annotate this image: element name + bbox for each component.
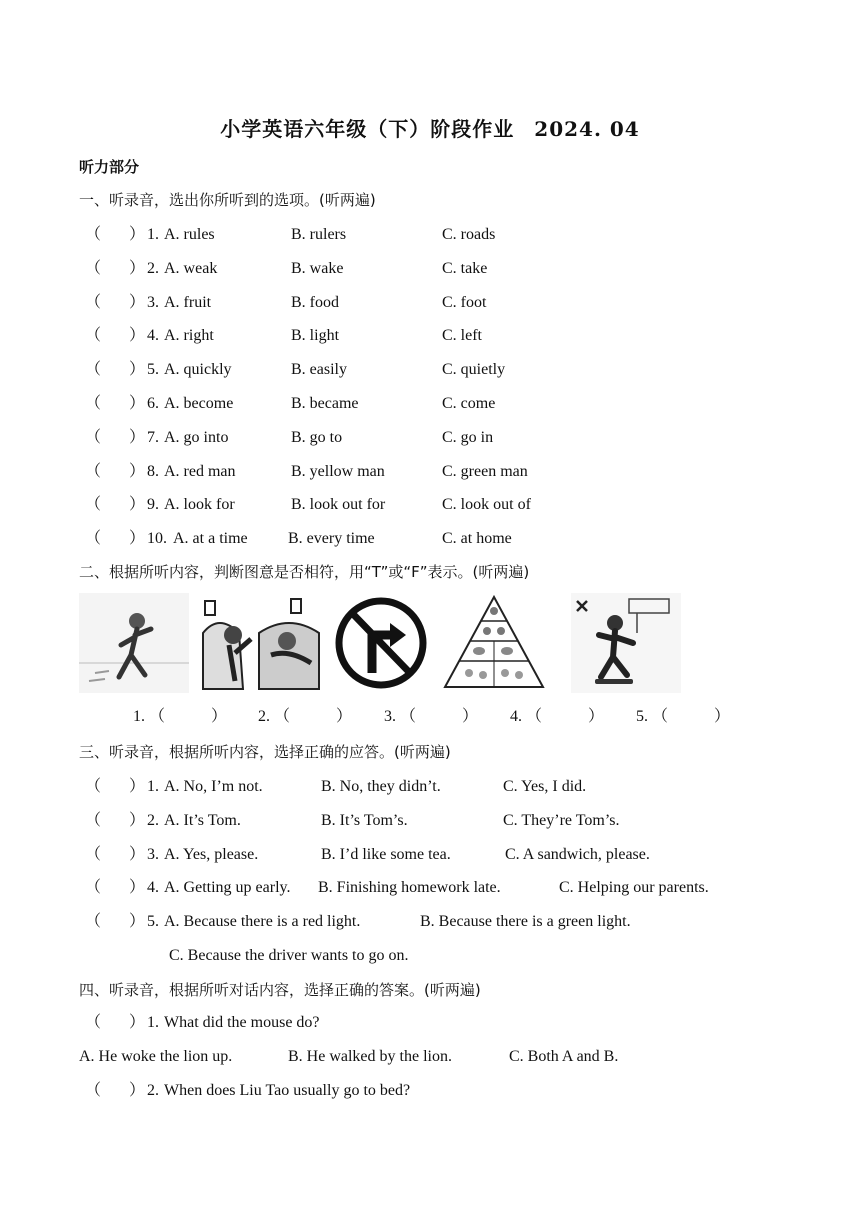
picture-answer-4 bbox=[510, 705, 604, 729]
picture-number: 5. bbox=[636, 708, 648, 725]
option-c: C. at home bbox=[442, 530, 512, 548]
option-b: B. light bbox=[291, 327, 340, 345]
answer-blank[interactable]: （ ） bbox=[274, 708, 353, 725]
picture-answer-2 bbox=[258, 705, 352, 729]
picture-answer-3 bbox=[384, 705, 478, 729]
item-number: 6. bbox=[147, 395, 159, 412]
option-b: B. I’d like some tea. bbox=[321, 845, 451, 863]
option-a: A. go into bbox=[164, 428, 229, 446]
option-a: A. right bbox=[164, 327, 214, 345]
option-c: C. foot bbox=[442, 293, 487, 311]
question-text: What did the mouse do? bbox=[164, 1014, 320, 1031]
option-c: C. come bbox=[442, 395, 496, 412]
option-c: C. green man bbox=[442, 462, 528, 480]
picture-number: 2. bbox=[258, 708, 270, 725]
option-a: A. become bbox=[164, 395, 234, 412]
picture-answer-5 bbox=[636, 705, 730, 729]
option-a: A. Getting up early. bbox=[164, 879, 291, 897]
listening-part-heading: 听力部分 bbox=[79, 158, 140, 176]
option-b: B. No, they didn’t. bbox=[321, 778, 441, 795]
option-c: C. Because the driver wants to go on. bbox=[169, 947, 409, 964]
item-number: 4. bbox=[147, 327, 159, 345]
option-b: B. food bbox=[291, 293, 339, 311]
section4-heading: 四、听录音，根据所听对话内容，选择正确的答案。(听两遍) bbox=[79, 981, 481, 999]
option-a: A. rules bbox=[164, 226, 215, 243]
item-number: 4. bbox=[147, 879, 159, 897]
food-pyramid-picture bbox=[439, 593, 549, 693]
option-c: C. Yes, I did. bbox=[503, 778, 587, 795]
option-b: B. He walked by the lion. bbox=[288, 1048, 452, 1065]
option-c: C. roads bbox=[442, 226, 496, 243]
section3-heading: 三、听录音，根据所听内容，选择正确的应答。(听两遍) bbox=[79, 743, 451, 761]
picture-answer-1 bbox=[133, 705, 227, 729]
picture-number: 4. bbox=[510, 708, 522, 725]
option-b: B. It’s Tom’s. bbox=[321, 811, 408, 829]
option-b: B. rulers bbox=[291, 226, 347, 243]
option-b: B. every time bbox=[288, 530, 375, 548]
item-number: 5. bbox=[147, 361, 159, 379]
answer-blank[interactable]: （ ） bbox=[526, 708, 605, 725]
option-b: B. Finishing homework late. bbox=[318, 879, 501, 897]
running-boy-picture bbox=[79, 593, 189, 693]
section2-pictures bbox=[79, 593, 699, 693]
option-b: B. easily bbox=[291, 361, 347, 379]
option-c: C. Both A and B. bbox=[509, 1048, 619, 1065]
item-number: 10. bbox=[147, 530, 167, 548]
option-a: A. No, I’m not. bbox=[164, 778, 263, 795]
option-a: A. at a time bbox=[173, 530, 248, 548]
item-number: 2. bbox=[147, 259, 159, 277]
option-c: C. take bbox=[442, 259, 488, 277]
option-b: B. yellow man bbox=[291, 462, 385, 480]
title-date: 2024. 04 bbox=[534, 117, 640, 141]
option-a: A. quickly bbox=[164, 361, 232, 379]
question-number: 2. bbox=[147, 1082, 159, 1099]
option-c: C. They’re Tom’s. bbox=[503, 811, 620, 829]
option-a: A. red man bbox=[164, 462, 236, 480]
option-a: A. look for bbox=[164, 496, 235, 514]
option-a: A. He woke the lion up. bbox=[79, 1048, 233, 1065]
option-a: A. fruit bbox=[164, 293, 212, 311]
title-text: 小学英语六年级（下）阶段作业 bbox=[220, 117, 515, 141]
item-number: 3. bbox=[147, 293, 159, 311]
option-c: C. go in bbox=[442, 428, 494, 446]
item-number: 1. bbox=[147, 226, 159, 243]
picture-number: 3. bbox=[384, 708, 396, 725]
sleeping-kids-picture bbox=[199, 593, 324, 693]
page-title bbox=[0, 113, 860, 142]
option-b: B. became bbox=[291, 395, 359, 412]
question-number: 1. bbox=[147, 1014, 159, 1031]
skateboarding-boy-picture bbox=[571, 593, 681, 693]
item-number: 3. bbox=[147, 845, 159, 863]
option-c: C. quietly bbox=[442, 361, 506, 379]
answer-blank[interactable]: （ ） bbox=[652, 708, 731, 725]
option-a: A. Yes, please. bbox=[164, 845, 259, 863]
item-number: 5. bbox=[147, 913, 159, 931]
option-b: B. Because there is a green light. bbox=[420, 913, 631, 931]
question-text: When does Liu Tao usually go to bed? bbox=[164, 1082, 411, 1099]
item-number: 7. bbox=[147, 428, 159, 446]
item-number: 2. bbox=[147, 811, 159, 829]
option-c: C. Helping our parents. bbox=[559, 879, 709, 897]
section1-heading: 一、听录音，选出你所听到的选项。(听两遍) bbox=[79, 191, 376, 209]
section2-heading: 二、根据所听内容，判断图意是否相符，用“T”或“F”表示。(听两遍) bbox=[79, 563, 530, 581]
answer-blank[interactable]: （ ） bbox=[149, 708, 228, 725]
option-b: B. go to bbox=[291, 428, 343, 446]
picture-number: 1. bbox=[133, 708, 145, 725]
option-c: C. look out of bbox=[442, 496, 531, 514]
option-c: C. A sandwich, please. bbox=[505, 845, 650, 863]
option-a: A. It’s Tom. bbox=[164, 811, 241, 829]
option-b: B. wake bbox=[291, 259, 344, 277]
item-number: 8. bbox=[147, 462, 159, 480]
no-right-turn-sign-picture bbox=[334, 593, 429, 693]
option-a: A. weak bbox=[164, 259, 218, 277]
item-number: 1. bbox=[147, 778, 159, 795]
option-b: B. look out for bbox=[291, 496, 386, 514]
option-c: C. left bbox=[442, 327, 482, 345]
answer-blank[interactable]: （ ） bbox=[400, 708, 479, 725]
item-number: 9. bbox=[147, 496, 159, 514]
option-a: A. Because there is a red light. bbox=[164, 913, 361, 931]
